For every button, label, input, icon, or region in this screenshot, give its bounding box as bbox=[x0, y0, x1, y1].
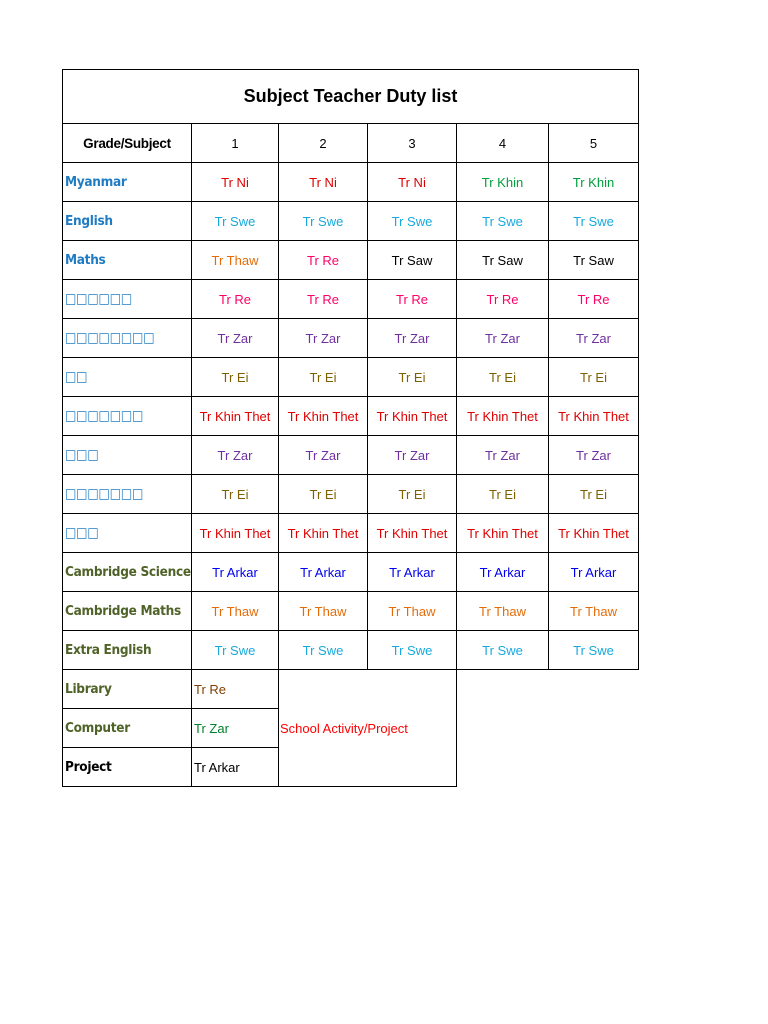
teacher-cell: Tr Khin Thet bbox=[549, 397, 639, 436]
teacher-cell: Tr Arkar bbox=[368, 553, 457, 592]
teacher-cell: Tr Swe bbox=[457, 202, 549, 241]
teacher-cell: Tr Swe bbox=[192, 631, 279, 670]
teacher-cell: Tr Zar bbox=[368, 436, 457, 475]
teacher-cell: Tr Khin Thet bbox=[279, 514, 368, 553]
teacher-cell: Tr Ei bbox=[457, 475, 549, 514]
subject-label: □□ bbox=[63, 358, 192, 397]
header-row bbox=[63, 124, 639, 163]
teacher-cell: Tr Ni bbox=[368, 163, 457, 202]
teacher-cell: Tr Zar bbox=[368, 319, 457, 358]
extra-subject-label: Computer bbox=[63, 709, 192, 748]
header-grade-5: 5 bbox=[549, 124, 639, 163]
teacher-cell: Tr Re bbox=[549, 280, 639, 319]
teacher-cell: Tr Zar bbox=[279, 436, 368, 475]
extra-teacher-cell: Tr Arkar bbox=[192, 748, 279, 787]
teacher-cell: Tr Ei bbox=[549, 358, 639, 397]
teacher-cell: Tr Khin Thet bbox=[192, 397, 279, 436]
teacher-cell: Tr Khin Thet bbox=[368, 514, 457, 553]
subject-row bbox=[63, 358, 639, 397]
subject-label: Myanmar bbox=[63, 163, 192, 202]
teacher-cell: Tr Zar bbox=[192, 319, 279, 358]
subject-label: Maths bbox=[63, 241, 192, 280]
teacher-cell: Tr Re bbox=[192, 280, 279, 319]
subject-label: English bbox=[63, 202, 192, 241]
teacher-cell: Tr Arkar bbox=[192, 553, 279, 592]
header-grade-4: 4 bbox=[457, 124, 549, 163]
teacher-cell: Tr Saw bbox=[549, 241, 639, 280]
teacher-cell: Tr Khin Thet bbox=[457, 514, 549, 553]
subject-label: □□□□□□□□ bbox=[63, 319, 192, 358]
subject-row bbox=[63, 436, 639, 475]
subject-row bbox=[63, 631, 639, 670]
subject-row bbox=[63, 241, 639, 280]
teacher-cell: Tr Ei bbox=[279, 358, 368, 397]
header-grade-1: 1 bbox=[192, 124, 279, 163]
teacher-cell: Tr Thaw bbox=[368, 592, 457, 631]
teacher-cell: Tr Swe bbox=[368, 631, 457, 670]
teacher-cell: Tr Khin Thet bbox=[549, 514, 639, 553]
teacher-cell: Tr Thaw bbox=[279, 592, 368, 631]
teacher-cell: Tr Khin Thet bbox=[368, 397, 457, 436]
subject-row bbox=[63, 553, 639, 592]
subject-label: □□□□□□ bbox=[63, 280, 192, 319]
extra-subject-label: Project bbox=[63, 748, 192, 787]
teacher-cell: Tr Ni bbox=[279, 163, 368, 202]
duty-list-table bbox=[62, 69, 639, 787]
header-grade-subject: Grade/Subject bbox=[63, 124, 192, 163]
teacher-cell: Tr Saw bbox=[457, 241, 549, 280]
subject-row bbox=[63, 202, 639, 241]
teacher-cell: Tr Swe bbox=[549, 202, 639, 241]
subject-label: Cambridge Maths bbox=[63, 592, 192, 631]
teacher-cell: Tr Swe bbox=[279, 631, 368, 670]
teacher-cell: Tr Ei bbox=[368, 358, 457, 397]
teacher-cell: Tr Arkar bbox=[549, 553, 639, 592]
teacher-cell: Tr Arkar bbox=[457, 553, 549, 592]
teacher-cell: Tr Zar bbox=[549, 319, 639, 358]
teacher-cell: Tr Re bbox=[279, 280, 368, 319]
extra-subject-label: Library bbox=[63, 670, 192, 709]
subject-label: □□□ bbox=[63, 514, 192, 553]
teacher-cell: Tr Khin Thet bbox=[192, 514, 279, 553]
teacher-cell: Tr Ei bbox=[549, 475, 639, 514]
header-grade-3: 3 bbox=[368, 124, 457, 163]
teacher-cell: Tr Re bbox=[457, 280, 549, 319]
subject-label: □□□□□□□ bbox=[63, 475, 192, 514]
subject-row bbox=[63, 592, 639, 631]
extra-teacher-cell: Tr Re bbox=[192, 670, 279, 709]
school-activity-cell: School Activity/Project bbox=[279, 670, 457, 787]
teacher-cell: Tr Ei bbox=[279, 475, 368, 514]
subject-row bbox=[63, 280, 639, 319]
empty-area bbox=[457, 670, 639, 787]
teacher-cell: Tr Swe bbox=[549, 631, 639, 670]
teacher-cell: Tr Thaw bbox=[549, 592, 639, 631]
extra-row bbox=[63, 670, 639, 709]
teacher-cell: Tr Khin Thet bbox=[457, 397, 549, 436]
teacher-cell: Tr Ei bbox=[192, 358, 279, 397]
subject-row bbox=[63, 397, 639, 436]
teacher-cell: Tr Ei bbox=[457, 358, 549, 397]
teacher-cell: Tr Swe bbox=[368, 202, 457, 241]
teacher-cell: Tr Arkar bbox=[279, 553, 368, 592]
teacher-cell: Tr Saw bbox=[368, 241, 457, 280]
teacher-cell: Tr Swe bbox=[457, 631, 549, 670]
teacher-cell: Tr Zar bbox=[457, 436, 549, 475]
subject-row bbox=[63, 319, 639, 358]
teacher-cell: Tr Ni bbox=[192, 163, 279, 202]
subject-row bbox=[63, 163, 639, 202]
teacher-cell: Tr Zar bbox=[279, 319, 368, 358]
header-grade-2: 2 bbox=[279, 124, 368, 163]
teacher-cell: Tr Ei bbox=[192, 475, 279, 514]
teacher-cell: Tr Zar bbox=[192, 436, 279, 475]
teacher-cell: Tr Khin bbox=[457, 163, 549, 202]
subject-label: □□□□□□□ bbox=[63, 397, 192, 436]
teacher-cell: Tr Thaw bbox=[457, 592, 549, 631]
subject-label: Cambridge Science bbox=[63, 553, 192, 592]
subject-row bbox=[63, 514, 639, 553]
teacher-cell: Tr Zar bbox=[457, 319, 549, 358]
subject-label: Extra English bbox=[63, 631, 192, 670]
teacher-cell: Tr Thaw bbox=[192, 241, 279, 280]
subject-label: □□□ bbox=[63, 436, 192, 475]
teacher-cell: Tr Swe bbox=[192, 202, 279, 241]
teacher-cell: Tr Re bbox=[279, 241, 368, 280]
page-title: Subject Teacher Duty list bbox=[63, 70, 639, 124]
teacher-cell: Tr Ei bbox=[368, 475, 457, 514]
title-row bbox=[63, 70, 639, 124]
subject-row bbox=[63, 475, 639, 514]
teacher-cell: Tr Khin Thet bbox=[279, 397, 368, 436]
teacher-cell: Tr Re bbox=[368, 280, 457, 319]
teacher-cell: Tr Zar bbox=[549, 436, 639, 475]
extra-teacher-cell: Tr Zar bbox=[192, 709, 279, 748]
teacher-cell: Tr Thaw bbox=[192, 592, 279, 631]
teacher-cell: Tr Swe bbox=[279, 202, 368, 241]
teacher-cell: Tr Khin bbox=[549, 163, 639, 202]
